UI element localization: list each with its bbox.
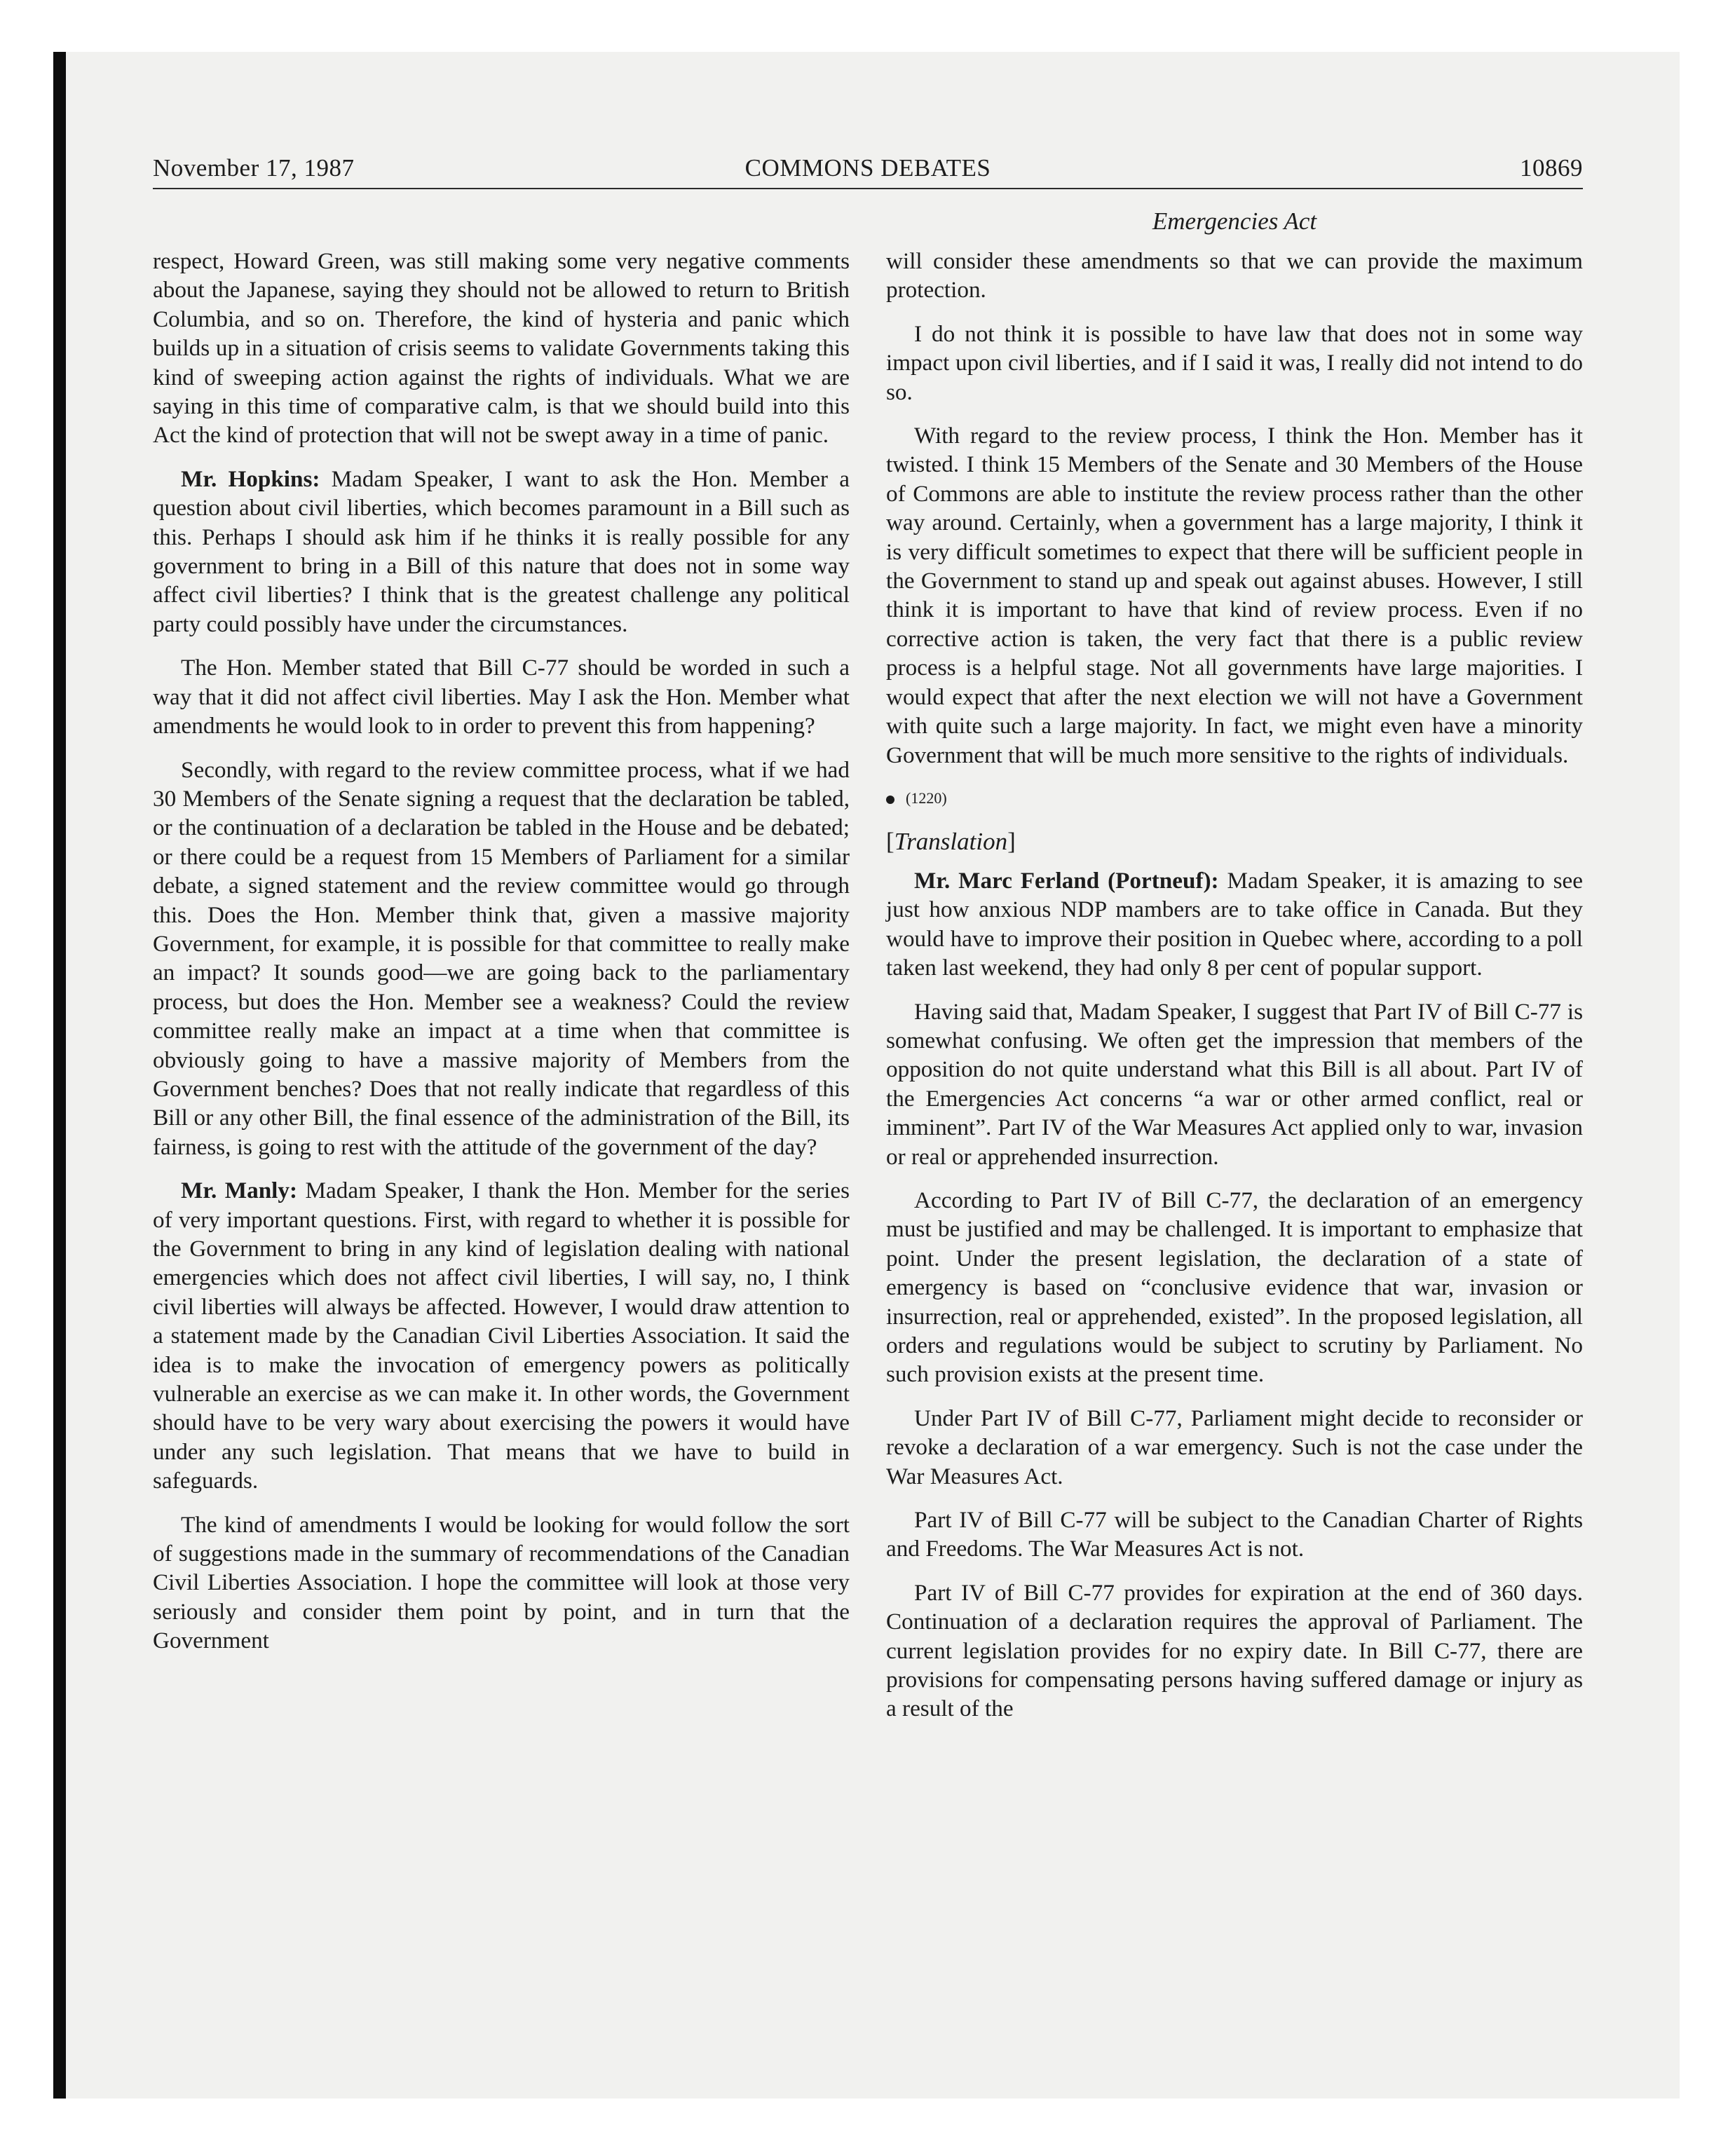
paragraph: The Hon. Member stated that Bill C-77 should be worded in such a way that it did not affect civil liberties. May I ask the Hon. Member what amendments he would look to in order to prevent this from happening? bbox=[153, 655, 850, 739]
bracket-close: ] bbox=[1007, 827, 1016, 855]
paragraph: With regard to the review process, I think the Hon. Member has it twisted. I think 15 Members of the Senate and 30 Members of the House of Commons are able to institute the review process rather than the other way around. Certainly, when a government has a large majority, I think it is very difficult sometimes to expect that there will be sufficient people in the Government to stand up and speak out against abuses. However, I still think it is important to have that kind of review process. Even if no corrective action is taken, the very fact that there is a public review process is a helpful stage. Not all governments have large majorities. I would expect that after the next election we will not have a Government with quite such a large majority. In fact, we might even have a minority Government that will be much more sensitive to the rights of individuals. bbox=[886, 423, 1583, 768]
header-publication: COMMONS DEBATES bbox=[744, 154, 991, 182]
paragraph: Having said that, Madam Speaker, I suggest that Part IV of Bill C-77 is somewhat confusing. We often get the impression that members of the opposition do not quite understand what this Bill is all about. Part IV of the Emergencies Act concerns “a war or other armed conflict, real or imminent”. Part IV of the War Measures Act applied only to war, invasion or real or apprehended insurrection. bbox=[886, 998, 1583, 1170]
header-page-number: 10869 bbox=[1520, 154, 1583, 182]
paragraph: respect, Howard Green, was still making some very negative comments about the Japanese, saying they should not be allowed to return to British Columbia, and so on. Therefore, the kind of hysteria and panic which builds up in a situation of crisis seems to validate Governments taking this kind of sweeping action against the rights of individuals. What we are saying in this time of comparative calm, is that we should build into this Act the kind of protection that will not be swept away in a time of panic. bbox=[153, 248, 850, 449]
speaker-name: Mr. Manly: bbox=[181, 1178, 298, 1204]
header-date: November 17, 1987 bbox=[153, 154, 355, 182]
translation-label: Translation bbox=[894, 827, 1008, 855]
section-title: Emergencies Act bbox=[1152, 207, 1317, 235]
speech-text: Madam Speaker, it is amazing to see just how anxious NDP mambers are to take office in Canada. But they would have to improve their position in Quebec where, according to a poll taken last weekend, they had only 8 per cent of popular support. bbox=[886, 867, 1583, 981]
header-rule bbox=[153, 188, 1583, 189]
bullet-icon bbox=[886, 796, 894, 804]
left-column bbox=[153, 247, 850, 1670]
speech-text: Madam Speaker, I thank the Hon. Member for the series of very important questions. First, with regard to whether it is possible for the Government to bring in any kind of legislation dealing with national emergencies which does not affect civil liberties, I will say, no, I think civil liberties will always be affected. However, I would draw attention to a statement made by the Canadian Civil Liberties Association. It said the idea is to make the invocation of emergency powers as politically vulnerable an exercise as we can make it. In other words, the Government should have to be very wary about exercising the powers it would have under any such legislation. That means that we have to build in safeguards. bbox=[153, 1178, 850, 1494]
speech-manly bbox=[153, 1176, 850, 1495]
speaker-name: Mr. Marc Ferland (Portneuf): bbox=[914, 867, 1219, 894]
right-column bbox=[886, 247, 1583, 1738]
time-marker bbox=[886, 784, 1583, 812]
paragraph: will consider these amendments so that we can provide the maximum protection. bbox=[886, 248, 1583, 303]
speech-hopkins bbox=[153, 465, 850, 639]
paragraph: Part IV of Bill C-77 provides for expiration at the end of 360 days. Continuation of a declaration requires the approval of Parliament. The current legislation provides for no expiry date. In Bill C-77, there are provisions for compensating persons having suffered damage or injury as a result of the bbox=[886, 1579, 1583, 1722]
paragraph: Secondly, with regard to the review committee process, what if we had 30 Members of the Senate signing a request that the declaration be tabled, or the continuation of a declaration be tabled in the House and be debated; or there could be a request from 15 Members of Parliament for a similar debate, a signed statement and the review committee would go through this. Does the Hon. Member think that, given a massive majority Government, for example, it is possible for that committee to really make an impact? It sounds good—we are going back to the parliamentary process, but does the Hon. Member see a weakness? Could the review committee really make an impact at a time when that committee is obviously going to have a massive majority of Members from the Government benches? Does that not really indicate that regardless of this Bill or any other Bill, the final essence of the administration of the Bill, its fairness, is going to rest with the attitude of the government of the day? bbox=[153, 756, 850, 1160]
bracket-open: [ bbox=[886, 827, 894, 855]
time-marker-text: (1220) bbox=[906, 789, 947, 807]
scan-binding-edge bbox=[53, 52, 66, 2099]
speech-text: Madam Speaker, I want to ask the Hon. Member a question about civil liberties, which becomes paramount in a Bill such as this. Perhaps I should ask him if he thinks it is really possible for any government to bring in a Bill of this nature that does not in some way affect civil liberties? I think that is the greatest challenge any political party could possibly have under the circumstances. bbox=[153, 465, 850, 637]
translation-note bbox=[886, 827, 1583, 857]
paragraph: I do not think it is possible to have law that does not in some way impact upon civil liberties, and if I said it was, I really did not intend to do so. bbox=[886, 320, 1583, 405]
speech-ferland bbox=[886, 866, 1583, 983]
page-header bbox=[153, 154, 1583, 191]
speaker-name: Mr. Hopkins: bbox=[181, 465, 320, 492]
paragraph: According to Part IV of Bill C-77, the declaration of an emergency must be justified and may be challenged. It is important to emphasize that point. Under the present legislation, the declaration of a state of emergency is based on “conclusive evidence that war, invasion or insurrection, real or apprehended, existed”. In the proposed legislation, all orders and regulations would be subject to scrutiny by Parliament. No such provision exists at the present time. bbox=[886, 1187, 1583, 1388]
paragraph: Part IV of Bill C-77 will be subject to the Canadian Charter of Rights and Freedoms. The War Measures Act is not. bbox=[886, 1507, 1583, 1562]
paragraph: The kind of amendments I would be looking for would follow the sort of suggestions made in the summary of recommendations of the Canadian Civil Liberties Association. I hope the committee will look at those very seriously and consider them point by point, and in turn that the Government bbox=[153, 1511, 850, 1654]
paragraph: Under Part IV of Bill C-77, Parliament might decide to reconsider or revoke a declaration of a war emergency. Such is not the case under the War Measures Act. bbox=[886, 1405, 1583, 1489]
